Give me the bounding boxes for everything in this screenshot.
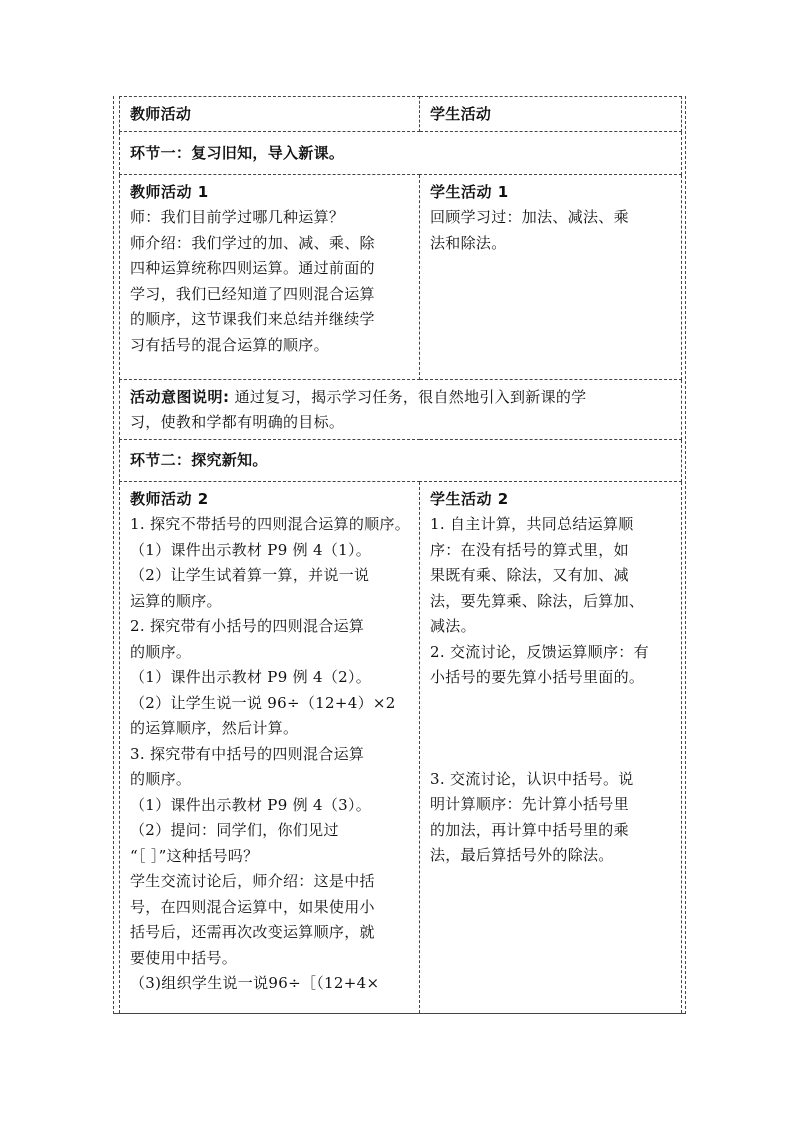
activity-intent-label: 活动意图说明: [130,387,230,406]
activity-intent-text: 习，使教和学都有明确的目标。 [130,413,345,431]
teacher-activity-1-cell [120,174,420,379]
student-activity-header: 学生活动 [420,97,682,132]
student-activity-2-line: 的加法，再计算中括号里的乘 [430,820,629,839]
activity-intent-text: 通过复习，揭示学习任务，很自然地引入到新课的学 [229,387,587,406]
teacher-activity-2-line: （2）让学生说一说 96÷（12+4）×2 [130,693,396,712]
header-row [120,97,682,132]
teacher-activity-2-line: （3)组织学生说一说96÷［（12+4× [130,974,380,992]
teacher-activity-2-line: 要使用中括号。 [130,948,238,967]
student-activity-2-line: 果既有乘、除法，又有加、减 [430,566,629,584]
student-activity-1-line: 法和除法。 [430,233,507,252]
activity-intent-cell [120,379,682,439]
teacher-activity-2-line: “［ ］”这种括号吗？ [130,846,259,865]
teacher-activity-2-line: 学生交流讨论后，师介绍：这是中括 [130,872,375,890]
student-activity-1-line: 回顾学习过：加法、减法、乘 [430,208,629,226]
teacher-activity-2-line: （2）提问：同学们，你们见过 [130,821,339,839]
page-frame-left-border [113,96,114,1014]
teacher-activity-2-line: 2. 探究带有小括号的四则混合运算 [130,617,365,635]
teacher-activity-2-line: 号，在四则混合运算中，如果使用小 [130,897,375,916]
student-activity-1-cell [420,174,682,379]
student-activity-2-line: 小括号的要先算小括号里面的。 [430,668,645,686]
activity-two-row [120,481,682,1013]
teacher-activity-2-cell [120,481,420,1013]
teacher-activity-1-line: 学习，我们已经知道了四则混合运算 [130,284,375,303]
activity-one-row [120,174,682,379]
student-activity-2-line: 减法。 [430,617,476,635]
teacher-activity-1-heading: 教师活动 1 [130,182,209,201]
activity-intent-row [120,379,682,439]
student-activity-2-line: 明计算顺序：先计算小括号里 [430,795,629,813]
student-activity-2-line: 2. 交流讨论，反馈运算顺序：有 [430,642,649,661]
section-two-title: 环节二：探究新知。 [120,439,682,481]
teacher-activity-1-line: 师介绍：我们学过的加、减、乘、除 [130,233,375,252]
teacher-activity-2-line: 的运算顺序，然后计算。 [130,719,299,737]
teacher-activity-2-line: （1）课件出示教材 P9 例 4（1）。 [130,540,372,559]
teacher-activity-2-line: （1）课件出示教材 P9 例 4（3）。 [130,795,372,814]
teacher-activity-1-line: 四种运算统称四则运算。通过前面的 [130,259,375,277]
teacher-activity-2-line: （2）让学生试着算一算，并说一说 [130,566,370,584]
teacher-activity-2-line: 的顺序。 [130,642,192,661]
teacher-activity-2-line: 运算的顺序。 [130,591,222,610]
teacher-activity-header: 教师活动 [120,97,420,132]
teacher-activity-2-line: （1）课件出示教材 P9 例 4（2）。 [130,668,372,686]
teacher-activity-2-line: 的顺序。 [130,770,192,788]
student-activity-2-line: 1. 自主计算，共同总结运算顺 [430,515,634,533]
teacher-activity-2-line: 1. 探究不带括号的四则混合运算的顺序。 [130,515,411,533]
student-activity-2-line: 法，最后算括号外的除法。 [430,846,614,864]
section-two-row [120,439,682,481]
student-activity-2-line: 法，要先算乘、除法，后算加、 [430,591,645,610]
student-activity-1-heading: 学生活动 1 [430,182,509,201]
student-activity-2-line: 3. 交流讨论，认识中括号。说 [430,769,634,788]
student-activity-2-cell [420,481,682,1013]
student-activity-2-line: 序：在没有括号的算式里，如 [430,540,629,559]
teacher-activity-1-line: 的顺序，这节课我们来总结并继续学 [130,310,375,328]
teacher-activity-2-line: 3. 探究带有中括号的四则混合运算 [130,744,365,763]
teacher-activity-1-line: 习有括号的混合运算的顺序。 [130,335,329,354]
teacher-activity-2-line: 括号后，还需再次改变运算顺序，就 [130,923,375,941]
lesson-plan-table [119,96,682,1013]
student-activity-2-heading: 学生活动 2 [430,489,509,508]
teacher-activity-2-heading: 教师活动 2 [130,489,209,508]
section-one-title: 环节一：复习旧知，导入新课。 [120,131,682,174]
teacher-activity-1-line: 师：我们目前学过哪几种运算？ [130,208,345,226]
spacer [430,691,673,767]
page-frame-right-border [685,96,686,1014]
section-one-row [120,131,682,174]
page-frame-bottom-border [113,1013,685,1014]
